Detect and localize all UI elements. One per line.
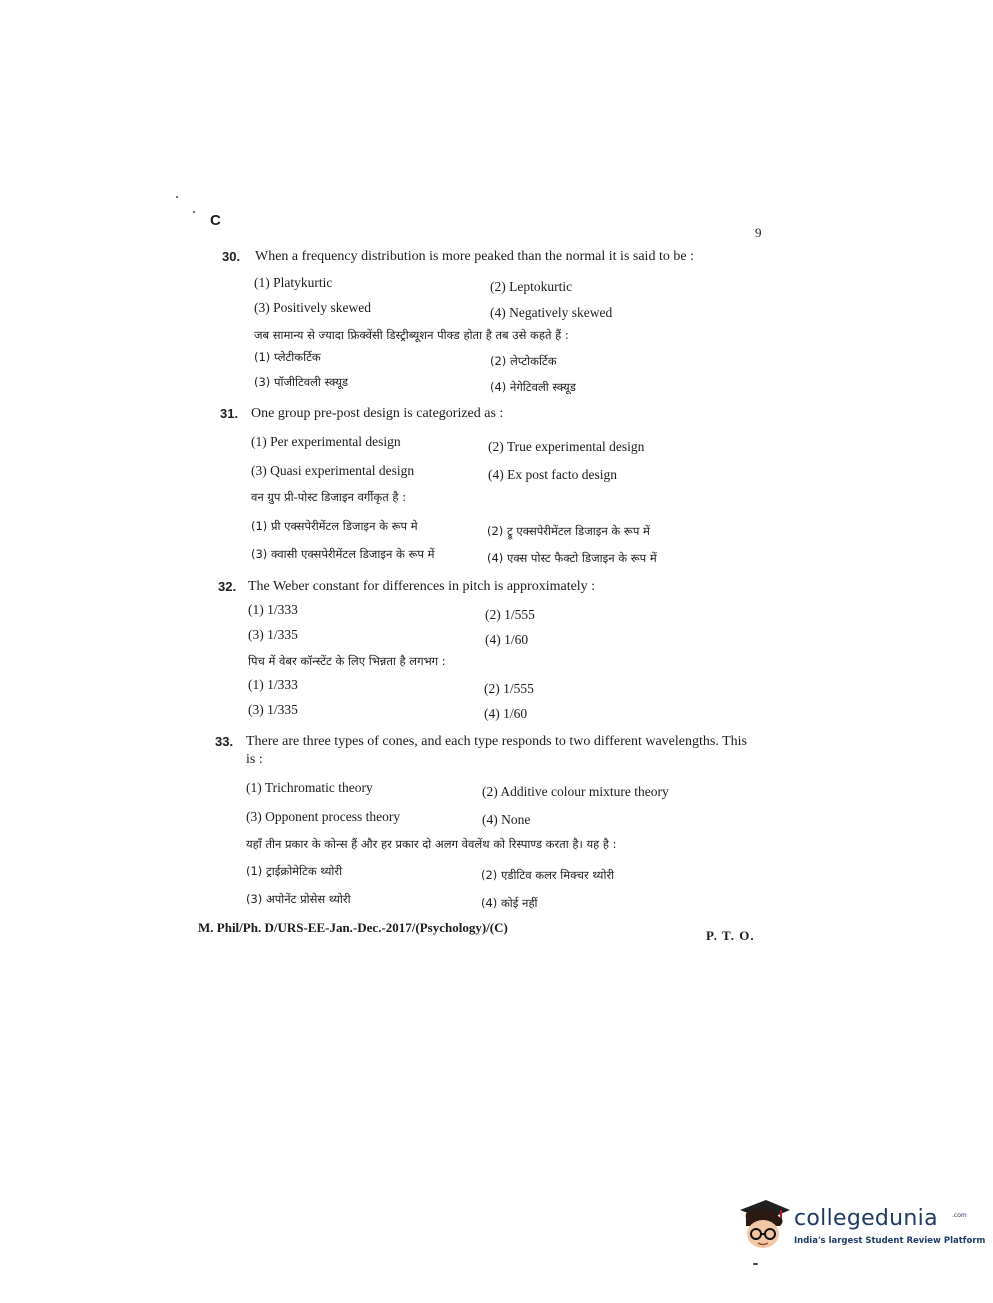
option-hi-1: (1) ट्राईक्रोमेटिक थ्योरी <box>246 864 343 878</box>
option-en-1: (1) 1/333 <box>248 602 298 617</box>
option-hi-1: (1) प्लेटीकर्टिक <box>254 350 321 364</box>
option-en-4: (4) None <box>482 812 531 827</box>
option-hi-4: (4) कोई नहीं <box>481 896 538 910</box>
scan-mark <box>753 1263 758 1265</box>
option-en-3: (3) Positively skewed <box>254 300 371 315</box>
brand-tagline: India's largest Student Review Platform <box>794 1236 986 1246</box>
set-code: C <box>210 212 221 229</box>
option-hi-3: (3) अपोनेंट प्रोसेस थ्योरी <box>246 892 351 906</box>
question-text-en: There are three types of cones, and each type responds to two different wavelengths. This is : <box>246 734 747 767</box>
option-hi-3: (3) क्वासी एक्सपेरीमेंटल डिजाइन के रूप में <box>251 547 435 561</box>
option-hi-2: (2) एडीटिव कलर मिक्चर थ्योरी <box>481 868 615 882</box>
option-hi-4: (4) नेगेटिवली स्क्यूड <box>490 380 576 394</box>
option-en-2: (2) Leptokurtic <box>490 279 573 294</box>
mascot-icon <box>736 1196 792 1256</box>
pto-label: P. T. O. <box>706 928 755 943</box>
question-number: 33. <box>215 734 234 749</box>
option-en-3: (3) Quasi experimental design <box>251 463 415 478</box>
option-hi-2: (2) लेप्टोकर्टिक <box>490 354 557 368</box>
option-en-4: (4) 1/60 <box>485 632 529 647</box>
question-number: 30. <box>222 249 241 264</box>
collegedunia-watermark <box>736 1196 986 1256</box>
option-en-3: (3) 1/335 <box>248 627 298 642</box>
option-en-1: (1) Trichromatic theory <box>246 780 373 795</box>
exam-code: M. Phil/Ph. D/URS-EE-Jan.-Dec.-2017/(Psychology)/(C) <box>198 920 508 935</box>
scan-mark <box>193 211 195 213</box>
option-en-2: (2) 1/555 <box>485 607 535 622</box>
brand-domain: .com <box>952 1212 967 1219</box>
option-en-4: (4) Ex post facto design <box>488 467 617 482</box>
option-en-3: (3) Opponent process theory <box>246 809 401 824</box>
question-text-hi: यहाँ तीन प्रकार के कोन्स हैं और हर प्रकार दो अलग वेवलेंथ को रिस्पाण्ड करता है। यह है : <box>246 837 617 851</box>
page-number: 9 <box>755 225 762 240</box>
question-number: 31. <box>220 406 239 421</box>
option-en-1: (1) Platykurtic <box>254 275 333 290</box>
option-en-2: (2) True experimental design <box>488 439 645 454</box>
question-text-hi: पिच में वेबर कॉन्स्टेंट के लिए भिन्नता है लगभग : <box>248 654 446 668</box>
question-text-hi: जब सामान्य से ज्यादा फ्रिक्वेंसी डिस्ट्रीब्यूशन पीक्ड होता है तब उसे कहते हैं : <box>254 328 569 342</box>
option-hi-4: (4) 1/60 <box>484 706 528 721</box>
option-hi-4: (4) एक्स पोस्ट फैक्टो डिजाइन के रूप में <box>487 551 657 565</box>
question-number: 32. <box>218 579 237 594</box>
question-text-en: One group pre-post design is categorized as : <box>251 406 504 421</box>
option-hi-1: (1) 1/333 <box>248 677 298 692</box>
option-hi-1: (1) प्री एक्सपेरीमेंटल डिजाइन के रूप मे <box>251 519 418 533</box>
brand-name: collegedunia <box>794 1206 938 1231</box>
option-hi-3: (3) 1/335 <box>248 702 298 717</box>
option-en-1: (1) Per experimental design <box>251 434 401 449</box>
option-en-4: (4) Negatively skewed <box>490 305 613 320</box>
option-hi-2: (2) ट्रू एक्सपेरीमेंटल डिजाइन के रूप में <box>487 524 650 538</box>
question-text-en: The Weber constant for differences in pitch is approximately : <box>248 579 596 594</box>
question-text-hi: वन ग्रुप प्री-पोस्ट डिजाइन वर्गीकृत है : <box>251 490 407 504</box>
option-hi-3: (3) पॉजीटिवली स्क्यूड <box>254 375 349 389</box>
option-en-2: (2) Additive colour mixture theory <box>482 784 669 799</box>
question-text-en: When a frequency distribution is more peaked than the normal it is said to be : <box>255 249 694 264</box>
scan-mark <box>176 196 178 198</box>
option-hi-2: (2) 1/555 <box>484 681 534 696</box>
